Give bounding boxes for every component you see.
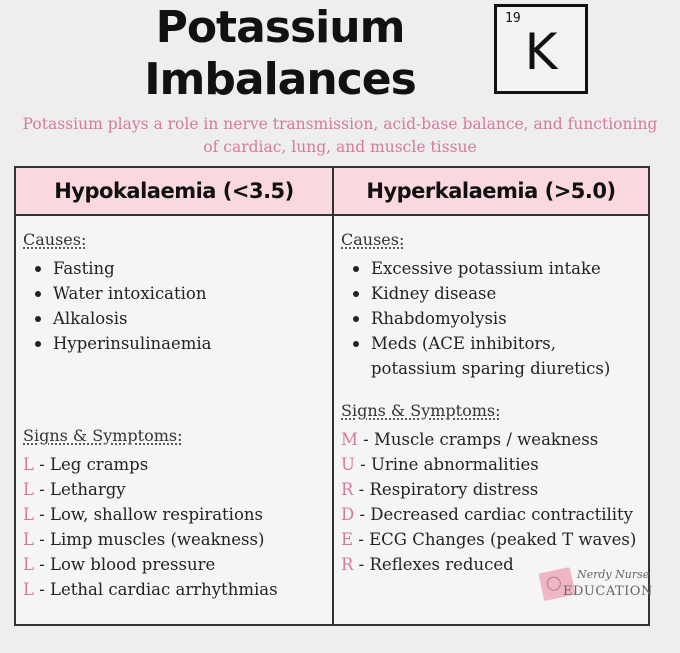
symptoms-list: [23, 452, 323, 602]
list-item: [341, 477, 641, 502]
symptom-text: - Respiratory distress: [353, 480, 539, 499]
nerdy-nurse-logo: [541, 566, 651, 606]
mnemonic-letter: L: [23, 555, 34, 574]
list-item: Hyperinsulinaemia: [23, 331, 323, 356]
causes-label: Causes:: [341, 230, 405, 249]
column-divider: [332, 168, 334, 624]
list-item: [341, 427, 641, 452]
mnemonic-letter: L: [23, 480, 34, 499]
list-item: [341, 452, 641, 477]
mnemonic-letter: R: [341, 555, 354, 574]
list-item: Water intoxication: [23, 281, 323, 306]
list-item: [23, 552, 323, 577]
periodic-element-tile: [494, 4, 588, 94]
list-item: Fasting: [23, 256, 323, 281]
subtitle: Potassium plays a role in nerve transmission, acid-base balance, and functioning of cardiac, lung, and muscle tissue: [22, 115, 658, 156]
mnemonic-letter: L: [23, 455, 34, 474]
list-item: [341, 502, 641, 527]
symptom-text: - Reflexes reduced: [353, 555, 514, 574]
symptoms-list: [341, 427, 641, 577]
list-item: Excessive potassium intake: [341, 256, 641, 281]
logo-line-2: EDUCATION: [563, 584, 653, 599]
list-item: [23, 577, 323, 602]
symptom-text: - Muscle cramps / weakness: [357, 430, 599, 449]
atomic-number: 19: [505, 11, 521, 26]
symptom-text: - Urine abnormalities: [354, 455, 539, 474]
hyperkalaemia-heading: Hyperkalaemia (>5.0): [366, 179, 616, 203]
mnemonic-letter: L: [23, 580, 34, 599]
logo-line-1: Nerdy Nurse: [577, 568, 650, 581]
list-item: [23, 452, 323, 477]
list-item: Rhabdomyolysis: [341, 306, 641, 331]
page-title: Potassium Imbalances: [144, 2, 416, 105]
list-item: [341, 527, 641, 552]
symptom-text: - Decreased cardiac contractility: [354, 505, 634, 524]
symptoms-label: Signs & Symptoms:: [341, 401, 501, 420]
hypokalaemia-heading: Hypokalaemia (<3.5): [54, 179, 294, 203]
list-item: Meds (ACE inhibitors, potassium sparing diuretics): [341, 331, 621, 381]
causes-label: Causes:: [23, 230, 87, 249]
symptom-text: - Limp muscles (weakness): [33, 530, 265, 549]
mnemonic-letter: D: [341, 505, 355, 524]
mnemonic-letter: U: [341, 455, 355, 474]
list-item: [23, 527, 323, 552]
symptom-text: - Low blood pressure: [33, 555, 216, 574]
mnemonic-letter: E: [341, 530, 354, 549]
causes-list: [23, 256, 323, 356]
symptom-text: - Lethargy: [33, 480, 126, 499]
symptom-text: - Lethal cardiac arrhythmias: [33, 580, 278, 599]
list-item: Alkalosis: [23, 306, 323, 331]
list-item: [23, 477, 323, 502]
symptom-text: - ECG Changes (peaked T waves): [353, 530, 637, 549]
mnemonic-letter: L: [23, 505, 34, 524]
mnemonic-letter: R: [341, 480, 354, 499]
list-item: [23, 502, 323, 527]
comparison-table: [14, 166, 650, 626]
causes-list: [341, 256, 641, 381]
symptoms-label: Signs & Symptoms:: [23, 426, 183, 445]
mnemonic-letter: L: [23, 530, 34, 549]
element-symbol: K: [524, 23, 558, 81]
hypokalaemia-column: [23, 230, 323, 602]
mnemonic-letter: M: [341, 430, 358, 449]
hyperkalaemia-column: [341, 230, 641, 577]
symptom-text: - Low, shallow respirations: [33, 505, 263, 524]
list-item: Kidney disease: [341, 281, 641, 306]
symptom-text: - Leg cramps: [33, 455, 149, 474]
